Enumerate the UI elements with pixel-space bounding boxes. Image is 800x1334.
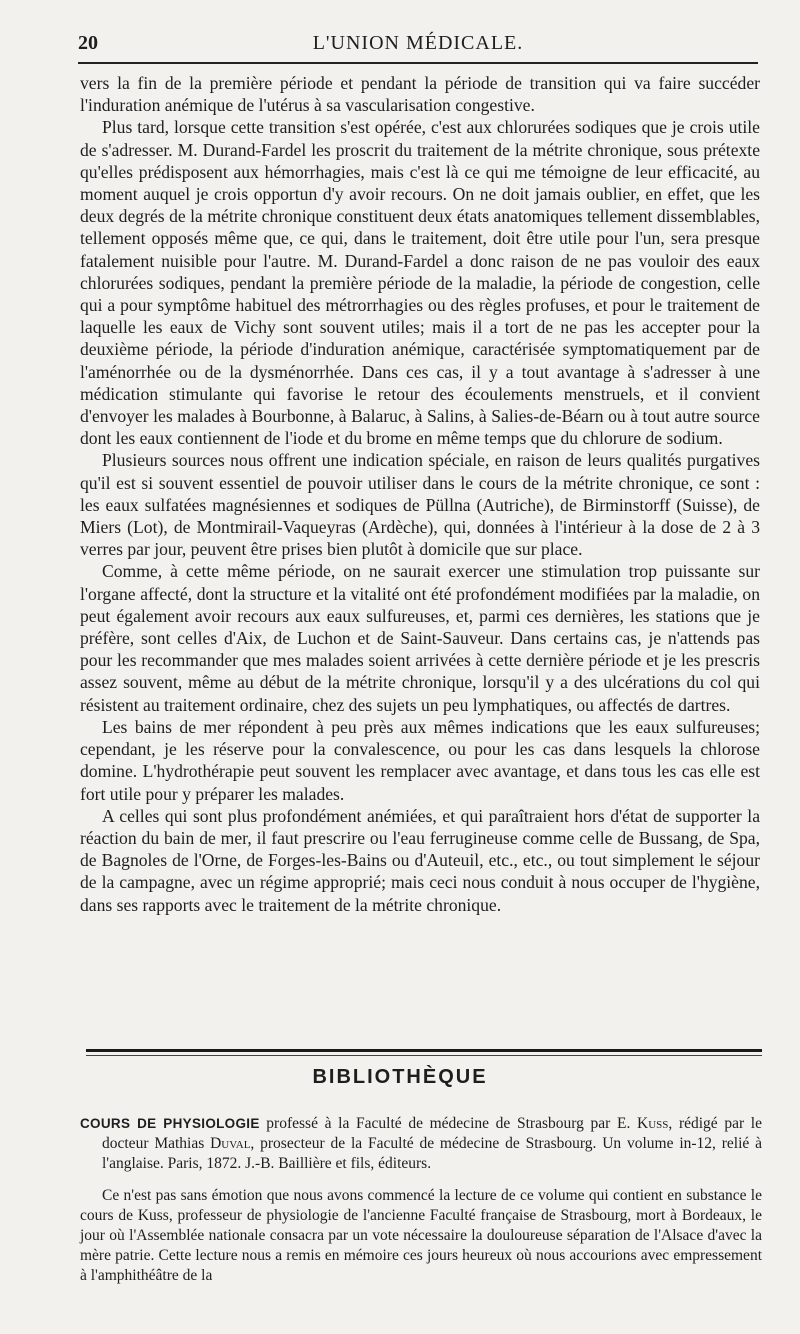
page-header — [78, 30, 758, 60]
article-paragraph: Les bains de mer répondent à peu près aux mêmes indications que les eaux sulfureuses; cependant, je les réserve pour la convalescence, ou pour les cas dans lesquels la chlorose domine. L'hydrothérapie peut souvent les remplacer avec avantage, et dans tous les cas elle est fort utile pour y préparer les malades. — [80, 716, 760, 804]
section-divider-thick — [86, 1049, 762, 1052]
book-citation-part: , rédigé par le docteur Mathias — [102, 1115, 762, 1152]
review-paragraph: Ce n'est pas sans émotion que nous avons commencé la lecture de ce volume qui contient en substance le cours de Kuss, professeur de physiologie de l'ancienne Faculté française de Strasbourg, mort à Bordeaux, le jour où l'Assemblée nationale consacra par un vote nécessaire la douloureuse séparation de l'Alsace d'avec la mère patrie. Cette lecture nous a remis en mémoire ces jours heureux où nous accourions avec empressement à l'amphithéâtre de la — [80, 1187, 762, 1284]
book-citation — [80, 1114, 762, 1174]
book-title: COURS DE PHYSIOLOGIE — [80, 1116, 260, 1131]
article-paragraph: Plus tard, lorsque cette transition s'est opérée, c'est aux chlorurées sodiques que je crois utile de s'adresser. M. Durand-Fardel les proscrit du traitement de la métrite chronique, sous prétexte qu'elles prédisposent aux hémorrhagies, mais c'est là ce qui me témoigne de leur efficacité, au moment auquel je crois opportun d'y avoir recours. On ne doit jamais oublier, en effet, que les deux degrés de la métrite chronique constituent deux états anatomiques tellement dissemblables, tellement opposés même que, ce qui, dans le traitement, doit être utile pour l'un, sera presque fatalement nuisible pour l'autre. M. Durand-Fardel a donc raison de ne pas vouloir des eaux chlorurées sodiques, pendant la première période de la maladie, la période de congestion, celle qui a pour symptôme habituel des métrorrhagies ou des règles profuses, et pour le traitement de laquelle les eaux de Vichy sont souvent utiles; mais il a tort de ne pas les accepter pour la deuxième période, la période d'induration anémique, caractérisée symptomatiquement par de l'aménorrhée ou de la dysménorrhée. Dans ces cas, il y a tout avantage à s'adresser à une médication stimulante qui favorise le retour des écoulements menstruels, et il convient d'envoyer les malades à Bourbonne, à Balaruc, à Salins, à Salies-de-Béarn ou à tout autre source dont les eaux contiennent de l'iode et du brome en même temps que du chlorure de sodium. — [80, 117, 760, 449]
book-citation-part: professé à la Faculté de médecine de Strasbourg par E. — [259, 1115, 638, 1132]
article-paragraph: Plusieurs sources nous offrent une indication spéciale, en raison de leurs qualités purgatives qu'il est si souvent essentiel de pouvoir utiliser dans le cours de la métrite chronique, ce sont : les eaux sulfatées magnésiennes et sodiques de Püllna (Autriche), de Birminstorff (Suisse), de Miers (Lot), de Montmirail-Vaqueyras (Ardèche), qui, données à l'intérieur à la dose de 2 à 3 verres par jour, peuvent être prises bien plutôt à domicile que sur place. — [80, 450, 760, 560]
book-citation-part: , prosecteur de la Faculté de médecine de Strasbourg. Un volume in-12, relié à l'anglaise. Paris, 1872. J.-B. Baillière et fils, éditeurs. — [102, 1135, 762, 1172]
book-review — [80, 1186, 762, 1286]
book-reference — [80, 1114, 762, 1174]
article-body — [80, 72, 760, 916]
header-rule — [78, 62, 758, 64]
page-number: 20 — [78, 32, 98, 54]
article-paragraph: vers la fin de la première période et pendant la période de transition qui va faire succéder l'induration anémique de l'utérus à sa vascularisation congestive. — [80, 73, 760, 116]
author-name: Kuss — [637, 1115, 669, 1132]
article-paragraph: Comme, à cette même période, on ne saurait exercer une stimulation trop puissante sur l'organe affecté, dont la structure et la vitalité ont été profondément modifiées par la maladie, on peut également avoir recours aux eaux sulfureuses, et, parmi ces dernières, les stations que je préfère, sont celles d'Aix, de Luchon et de Saint-Sauveur. Dans certains cas, je n'attends pas pour les recommander que mes malades soient arrivées à cette dernière période et je les prescris assez souvent, même au début de la métrite chronique, lorsqu'il y a des ulcérations du col qui résistent au traitement ordinaire, chez des sujets un peu lymphatiques, ou affectés de dartres. — [80, 561, 760, 715]
running-title: L'UNION MÉDICALE. — [312, 32, 524, 54]
author-name: Duval — [210, 1135, 251, 1152]
article-paragraph: A celles qui sont plus profondément anémiées, et qui paraîtraient hors d'état de supporter la réaction du bain de mer, il faut prescrire ou l'eau ferrugineuse comme celle de Bussang, de Spa, de Bagnoles de l'Orne, de Forges-les-Bains ou d'Auteuil, etc., etc., ou tout simplement le séjour de la campagne, avec un régime approprié; mais ceci nous conduit à nous occuper de l'hygiène, dans ses rapports avec le traitement de la métrite chronique. — [80, 805, 760, 915]
section-title: BIBLIOTHÈQUE — [312, 1066, 488, 1088]
section-divider-thin — [86, 1055, 762, 1056]
